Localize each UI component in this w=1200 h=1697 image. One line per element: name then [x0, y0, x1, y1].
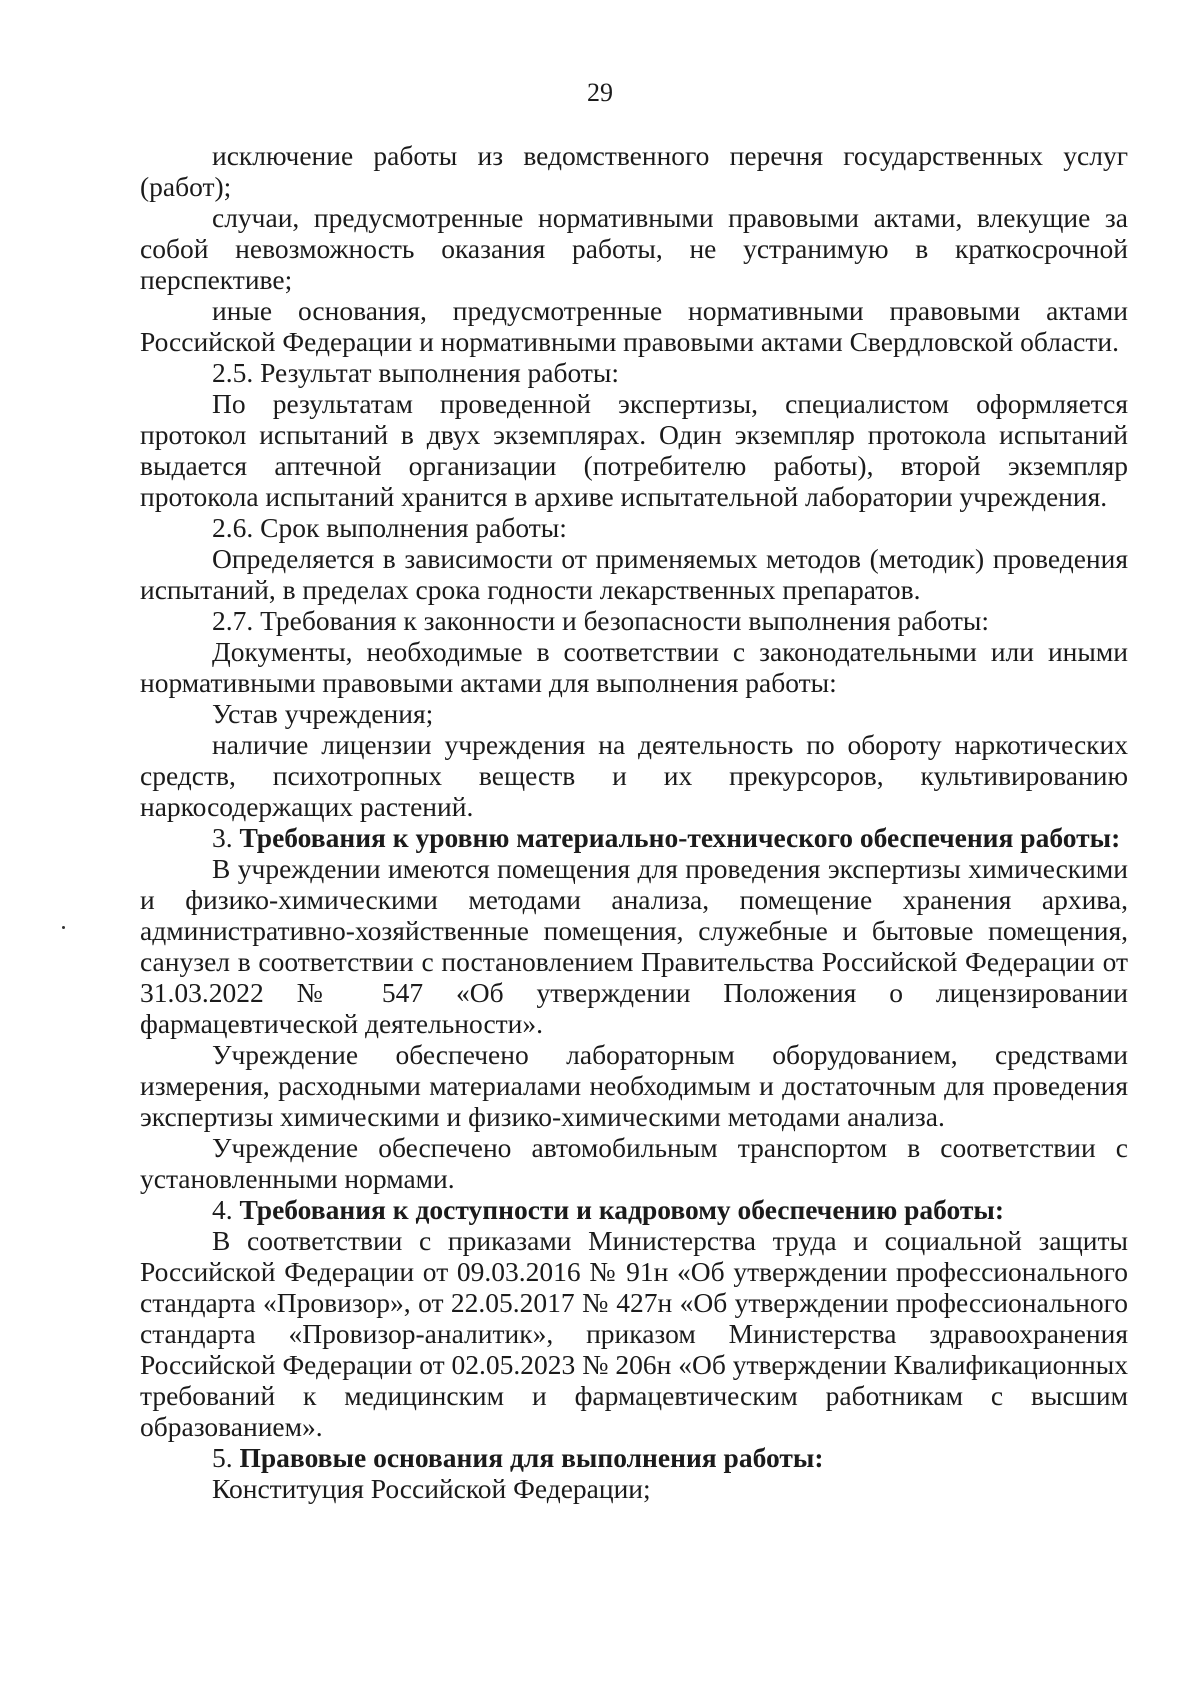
- paragraph: Учреждение обеспечено лабораторным оборудованием, средствами измерения, расходными материалами необходимым и достаточным для проведения экспертизы химическими и физико-химическими методами анализа.: [140, 1039, 1128, 1132]
- paragraph: Устав учреждения;: [212, 698, 434, 729]
- paragraph: В учреждении имеются помещения для проведения экспертизы химическими и физико-химическими методами анализа, помещение хранения архива, административно-хозяйственные помещения, служебные и бытовые помещения, санузел в соответствии с постановлением Правительства Российской Федерации от 31.03.2022 № 547 «Об утверждении Положения о лицензировании фармацевтической деятельности».: [140, 853, 1128, 1039]
- section-number: 5.: [212, 1442, 240, 1473]
- paragraph: случаи, предусмотренные нормативными правовыми актами, влекущие за собой невозможность оказания работы, не устранимую в краткосрочной перспективе;: [140, 202, 1128, 295]
- page-number: 29: [587, 78, 613, 107]
- section-heading-bold: [140, 1442, 1128, 1473]
- section-title: Правовые основания для выполнения работы:: [239, 1442, 824, 1473]
- paragraph: Документы, необходимые в соответствии с законодательными или иными нормативными правовыми актами для выполнения работы:: [140, 636, 1128, 698]
- section-heading: 2.6. Срок выполнения работы:: [212, 512, 567, 543]
- paragraph: иные основания, предусмотренные нормативными правовыми актами Российской Федерации и нормативными правовыми актами Свердловской области.: [140, 295, 1128, 357]
- paragraph: По результатам проведенной экспертизы, специалистом оформляется протокол испытаний в двух экземплярах. Один экземпляр протокола испытаний выдается аптечной организации (потребителю работы), второй экземпляр протокола испытаний хранится в архиве испытательной лаборатории учреждения.: [140, 388, 1128, 512]
- section-number: 3.: [212, 822, 240, 853]
- paragraph: Учреждение обеспечено автомобильным транспортом в соответствии с установленными нормами.: [140, 1132, 1128, 1194]
- section-number: 4.: [212, 1194, 240, 1225]
- paragraph: В соответствии с приказами Министерства труда и социальной защиты Российской Федерации от 09.03.2016 № 91н «Об утверждении профессионального стандарта «Провизор», от 22.05.2017 № 427н «Об утверждении профессионального стандарта «Провизор-аналитик», приказом Министерства здравоохранения Российской Федерации от 02.05.2023 № 206н «Об утверждении Квалификационных требований к медицинским и фармацевтическим работникам с высшим образованием».: [140, 1225, 1128, 1442]
- section-heading-bold: [140, 1194, 1128, 1225]
- paragraph: Определяется в зависимости от применяемых методов (методик) проведения испытаний, в пределах срока годности лекарственных препаратов.: [140, 543, 1128, 605]
- document-body: [140, 140, 1128, 1504]
- section-heading: 2.7. Требования к законности и безопасности выполнения работы:: [212, 605, 990, 636]
- section-heading-bold: [140, 822, 1128, 853]
- section-title: Требования к уровню материально-технического обеспечения работы:: [239, 822, 1121, 853]
- paragraph: исключение работы из ведомственного перечня государственных услуг (работ);: [140, 140, 1128, 202]
- section-heading: 2.5. Результат выполнения работы:: [212, 357, 620, 388]
- scan-speck: [62, 926, 65, 929]
- section-title: Требования к доступности и кадровому обеспечению работы:: [239, 1194, 1005, 1225]
- paragraph: Конституция Российской Федерации;: [212, 1473, 651, 1504]
- paragraph: наличие лицензии учреждения на деятельность по обороту наркотических средств, психотропных веществ и их прекурсоров, культивированию наркосодержащих растений.: [140, 729, 1128, 822]
